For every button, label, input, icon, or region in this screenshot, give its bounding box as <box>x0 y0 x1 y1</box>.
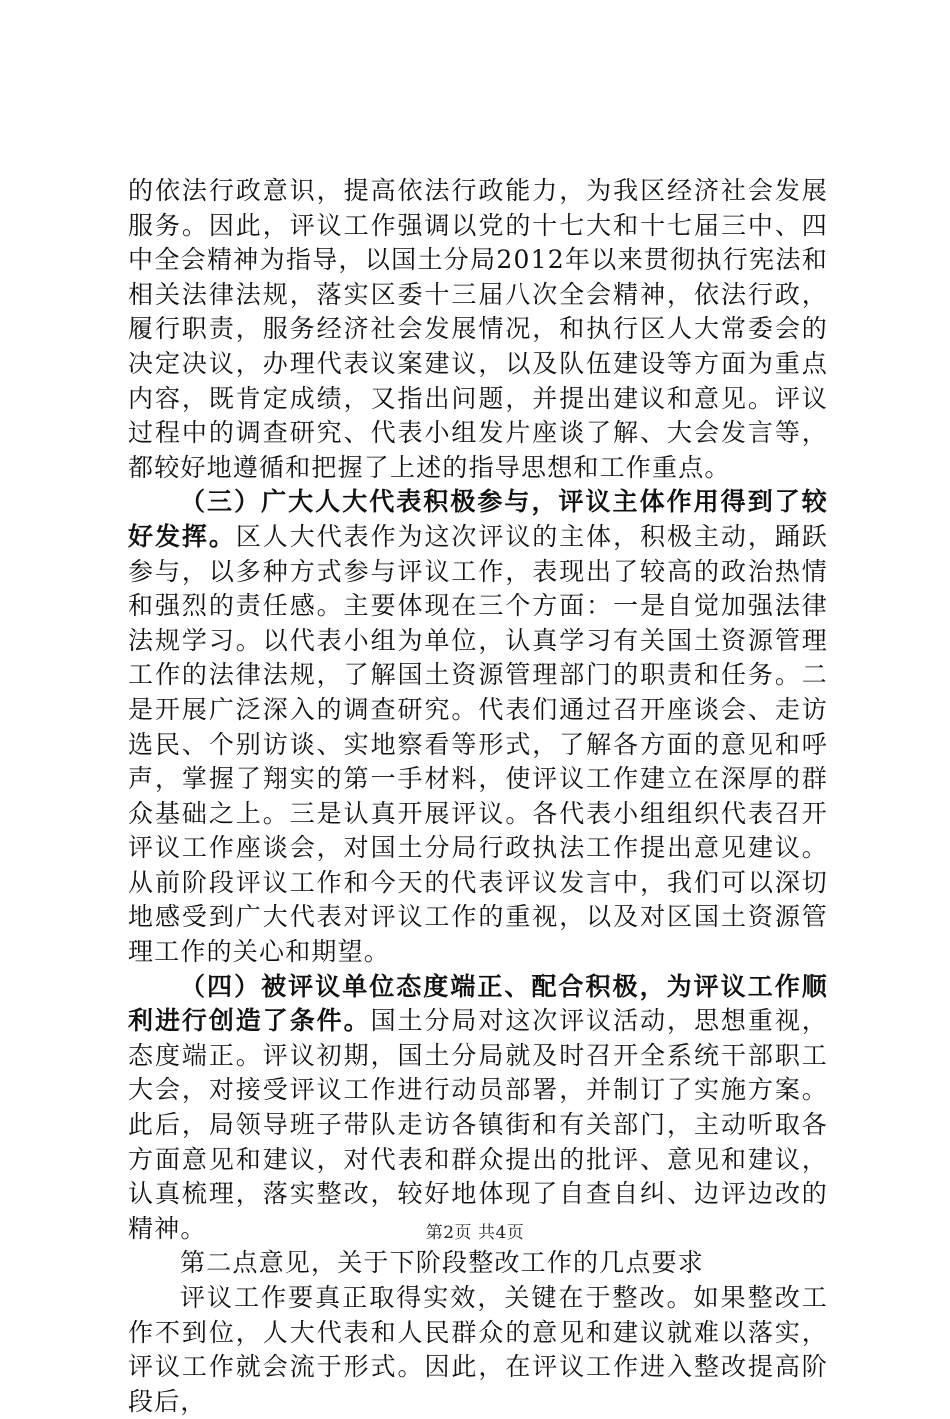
page-number-footer: 第2页 共4页 <box>425 1223 525 1243</box>
paragraph-continuation <box>128 174 828 485</box>
paragraph-rectification <box>128 1281 828 1419</box>
paragraph-section-four <box>128 970 828 1247</box>
section-heading-four: （四）被评议单位态度端正、配合积极，为评议工作顺利进行创造了条件。 <box>128 971 828 1036</box>
paragraph-section-three <box>128 485 828 969</box>
paragraph-text: 国土分局对这次评议活动，思想重视，态度端正。评议初期，国土分局就及时召开全系统干部职工大会，对接受评议工作进行动员部署，并制订了实施方案。此后，局领导班子带队走访各镇街和有关部门，主动听取各方面意见和建议，对代表和群众提出的批评、意见和建议，认真梳理，落实整改，较好地体现了自查自纠、边评边改的精神。 <box>128 1006 828 1243</box>
paragraph-text: 的依法行政意识，提高依法行政能力，为我区经济社会发展服务。因此，评议工作强调以党的十七大和十七届三中、四中全会精神为指导，以国土分局2012年以来贯彻执行宪法和相关法律法规，落实区委十三届八次全会精神，依法行政，履行职责，服务经济社会发展情况，和执行区人大常委会的决定决议，办理代表议案建议，以及队伍建设等方面为重点内容，既肯定成绩，又指出问题，并提出建议和意见。评议过程中的调查研究、代表小组发片座谈了解、大会发言等，都较好地遵循和把握了上述的指导思想和工作重点。 <box>128 176 828 482</box>
paragraph-text: 区人大代表作为这次评议的主体，积极主动，踊跃参与，以多种方式参与评议工作，表现出了较高的政治热情和强烈的责任感。主要体现在三个方面：一是自觉加强法律法规学习。以代表小组为单位，认真学习有关国土资源管理工作的法律法规，了解国土资源管理部门的职责和任务。二是开展广泛深入的调查研究。代表们通过召开座谈会、走访选民、个别访谈、实地察看等形式，了解各方面的意见和呼声，掌握了翔实的第一手材料，使评议工作建立在深厚的群众基础之上。三是认真开展评议。各代表小组组织代表召开评议工作座谈会，对国土分局行政执法工作提出意见建议。从前阶段评议工作和今天的代表评议发言中，我们可以深切地感受到广大代表对评议工作的重视，以及对区国土资源管理工作的关心和期望。 <box>128 521 828 967</box>
paragraph-text: 第二点意见，关于下阶段整改工作的几点要求 <box>180 1248 705 1278</box>
section-heading-three: （三）广大人大代表积极参与，评议主体作用得到了较好发挥。 <box>128 487 828 551</box>
paragraph-text: 评议工作要真正取得实效，关键在于整改。如果整改工作不到位，人大代表和人民群众的意见和建议就难以落实，评议工作就会流于形式。因此，在评议工作进入整改提高阶段后， <box>128 1283 828 1416</box>
paragraph-second-point-title <box>128 1246 828 1281</box>
